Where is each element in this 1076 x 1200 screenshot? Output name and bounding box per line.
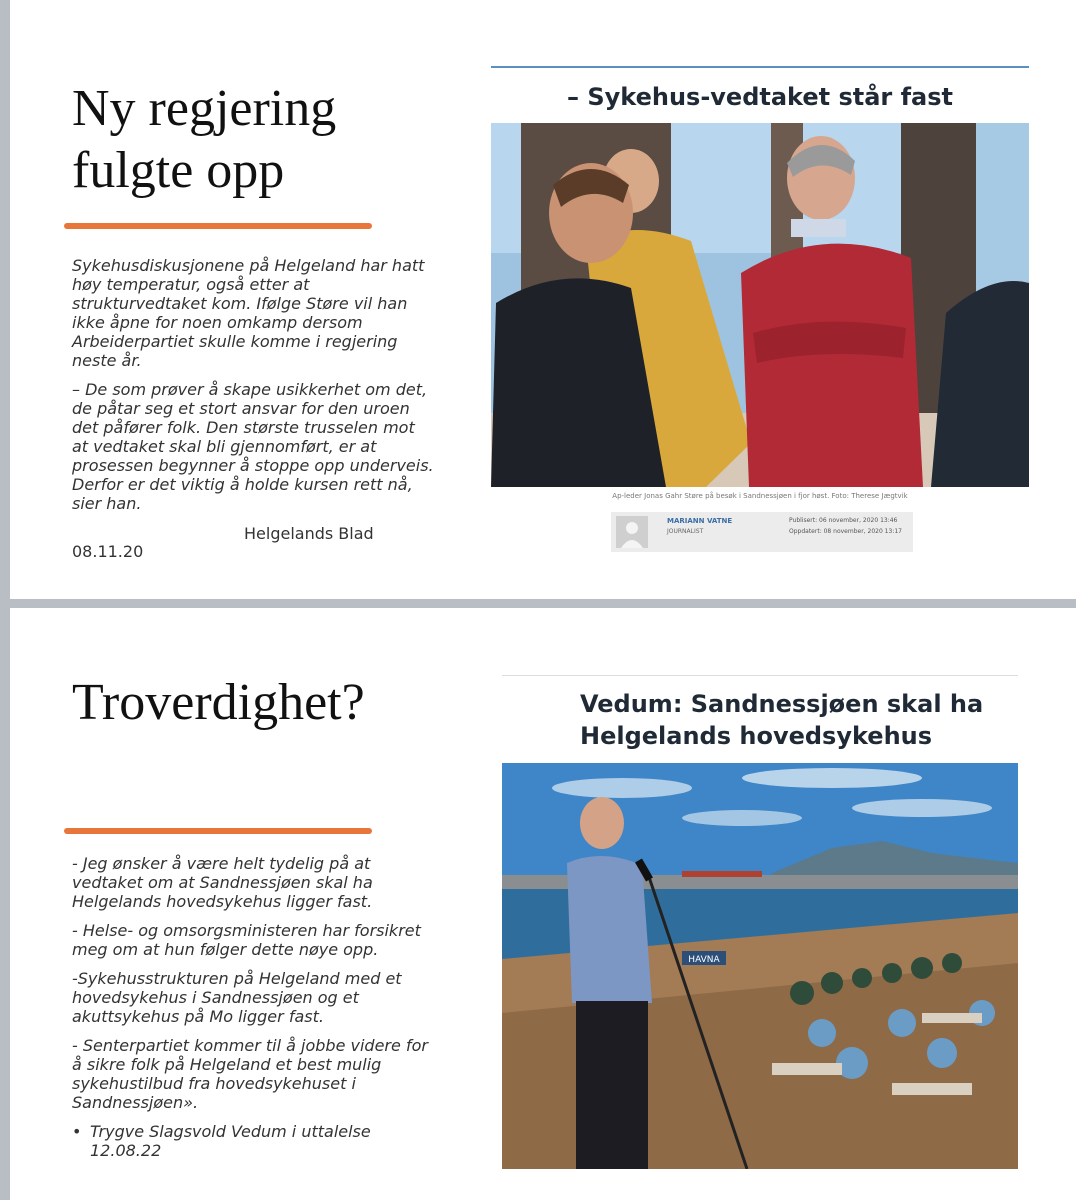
slide-troverdighet [10,608,1076,1200]
author-name[interactable]: MARIANN VATNE [667,517,733,525]
slide-ny-regjering [10,0,1076,599]
article-photo [491,123,1029,487]
paragraph: - Jeg ønsker å være helt tydelig på at vedtaket om at Sandnessjøen skal ha Helgelands hovedsykehus ligger fast. [72,854,373,911]
photo-caption: Ap-leder Jonas Gahr Støre på besøk i Sandnessjøen i fjor høst. Foto: Therese Jægtvik [612,492,908,500]
slide-title: Troverdighet? [72,674,365,731]
attribution-bullet [72,1122,434,1160]
paragraph: – De som prøver å skape usikkerhet om det, de påtar seg et stort ansvar for den uroen det påfører folk. Den største trusselen mot at vedtaket skal bli gjennomført, er at prosessen begynner å stoppe opp underveis. Derfor er det viktig å holde kursen rett nå, sier han. [72,380,434,513]
author-role: JOURNALIST [667,528,704,535]
article-headline: – Sykehus-vedtaket står fast [566,83,954,111]
source-name: Helgelands Blad [244,524,374,543]
paragraph: -Sykehusstrukturen på Helgeland med et hovedsykehus i Sandnessjøen og et akuttsykehus på Mo ligger fast. [72,969,402,1026]
paragraph: - Senterpartiet kommer til å jobbe videre for å sikre folk på Helgeland et best mulig sykehustilbud fra hovedsykehuset i Sandnessjøen». [72,1036,428,1112]
headline-line-1: Vedum: Sandnessjøen skal ha [580,690,984,718]
title-line-2: fulgte opp [72,142,285,199]
author-byline [611,512,913,552]
article-top-rule [491,66,1029,68]
headline-line-2: Helgelands hovedsykehus [580,722,933,750]
paragraph: - Helse- og omsorgsministeren har forsikret meg om at hun følger dette nøye opp. [72,921,421,959]
avatar-placeholder-icon [616,516,648,548]
photo-outdoor-speech [502,763,1018,1169]
paragraph: Sykehusdiskusjonene på Helgeland har hatt høy temperatur, også etter at strukturvedtaket kom. Ifølge Støre vil han ikke åpne for noen omkamp dersom Arbeiderpartiet skulle komme i regjering neste år. [72,256,425,370]
article-top-rule [502,675,1018,676]
title-underline [64,223,372,229]
photo-people-meeting [491,123,1029,487]
updated-date: Oppdatert: 08 november, 2020 13:17 [789,528,902,535]
title-line-1: Ny regjering [72,80,337,137]
quote-text [72,854,434,1160]
attribution-line-1: Trygve Slagsvold Vedum i uttalelse [90,1122,371,1141]
bullet-icon: • [72,1122,82,1141]
quote-text [72,256,434,523]
title-underline [64,828,372,834]
article-headline [580,688,983,752]
source-date: 08.11.20 [72,542,144,561]
slide-title [72,78,336,202]
attribution-date: 12.08.22 [90,1141,162,1160]
sign-text: HAVNA [688,955,720,965]
article-photo [502,763,1018,1169]
published-date: Publisert: 06 november, 2020 13:46 [789,517,898,524]
